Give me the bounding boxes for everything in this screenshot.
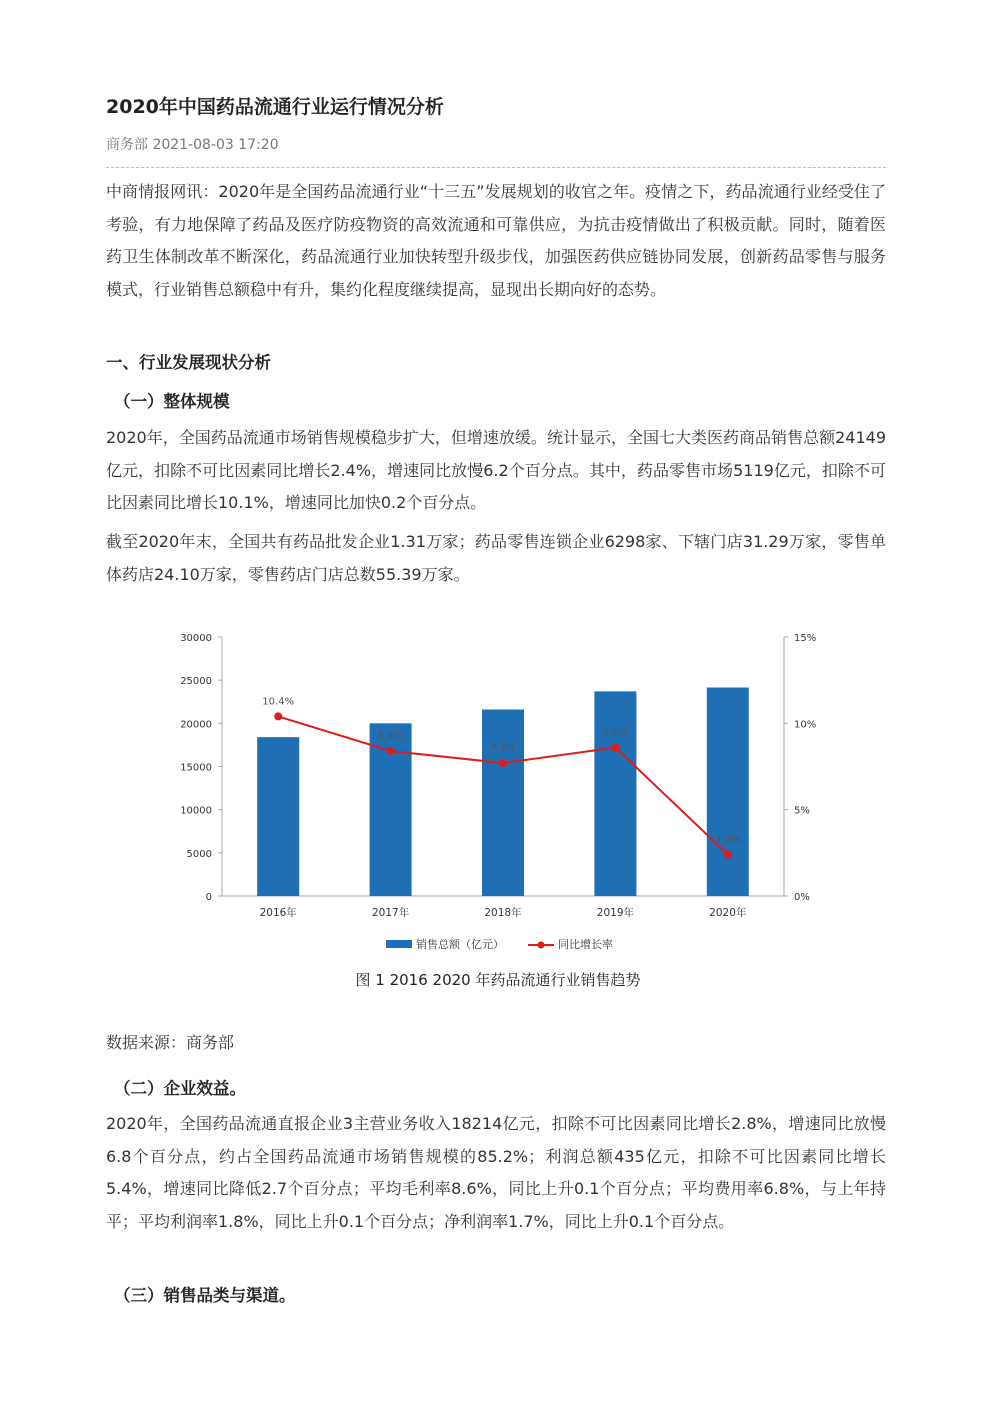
paragraph-profit: 2020年，全国药品流通直报企业3主营业务收入18214亿元，扣除不可比因素同比增长2.8%，增速同比放慢6.8个百分点，约占全国药品流通市场销售规模的85.2%；利润总额435亿元，扣除不可比因素同比增长5.4%，增速同比降低2.7个百分点；平均毛利率8.6%，同比上升0.1个百分点；平均费用率6.8%，与上年持平；平均利润率1.8%，同比上升0.1个百分点；净利润率1.7%，同比上升0.1个百分点。 <box>106 1114 886 1231</box>
growth-rate-label: 8.6% <box>602 727 629 739</box>
subsection-heading-1: （一）整体规模 <box>114 392 230 411</box>
subsection-heading-3: （三）销售品类与渠道。 <box>114 1286 296 1305</box>
sales-trend-chart <box>168 620 838 1000</box>
left-tick-label: 10000 <box>180 805 212 817</box>
legend-bar-swatch <box>386 940 412 948</box>
left-tick-label: 15000 <box>180 762 212 774</box>
right-tick-label: 15% <box>794 633 817 644</box>
growth-rate-point <box>274 712 282 720</box>
bar-2020年 <box>707 688 749 896</box>
bar-2016年 <box>257 737 299 896</box>
x-tick-label: 2016年 <box>259 907 297 919</box>
left-tick-label: 30000 <box>180 633 212 644</box>
growth-rate-point <box>499 759 507 767</box>
article-meta: 商务部 2021-08-03 17:20 <box>106 137 279 153</box>
subsection-heading-2: （二）企业效益。 <box>114 1079 246 1098</box>
growth-rate-label: 2.4% <box>715 834 741 846</box>
data-source: 数据来源：商务部 <box>106 1033 235 1052</box>
left-tick-label: 25000 <box>180 676 212 688</box>
legend-line-marker <box>538 942 545 949</box>
x-tick-label: 2019年 <box>596 907 635 919</box>
right-tick-label: 10% <box>794 719 817 731</box>
paragraph-stores: 截至2020年末，全国共有药品批发企业1.31万家；药品零售连锁企业6298家、下辖门店31.29万家，零售单体药店24.10万家，零售药店门店总数55.39万家。 <box>106 532 886 584</box>
chart-title: 图 1 2016 2020 年药品流通行业销售趋势 <box>355 971 641 989</box>
growth-rate-label: 8.4% <box>377 730 404 742</box>
right-tick-label: 5% <box>794 805 810 817</box>
legend-bar-label: 销售总额（亿元） <box>416 938 504 951</box>
growth-rate-point <box>611 744 619 752</box>
right-tick-label: 0% <box>794 892 810 903</box>
bar-2018年 <box>482 710 524 896</box>
growth-rate-point <box>387 747 395 755</box>
bar-2019年 <box>594 691 636 896</box>
left-tick-label: 20000 <box>180 719 212 731</box>
section-heading-1: 一、行业发展现状分析 <box>106 353 271 372</box>
legend-line-label: 同比增长率 <box>558 938 613 951</box>
divider <box>106 167 886 168</box>
intro-paragraph: 中商情报网讯：2020年是全国药品流通行业“十三五”发展规划的收官之年。疫情之下，药品流通行业经受住了考验，有力地保障了药品及医疗防疫物资的高效流通和可靠供应，为抗击疫情做出了积极贡献。同时，随着医药卫生体制改革不断深化，药品流通行业加快转型升级步伐，加强医药供应链协同发展，创新药品零售与服务模式，行业销售总额稳中有升，集约化程度继续提高，显现出长期向好的态势。 <box>106 182 886 299</box>
left-tick-label: 5000 <box>186 848 212 860</box>
paragraph-scale: 2020年，全国药品流通市场销售规模稳步扩大，但增速放缓。统计显示，全国七大类医药商品销售总额24149亿元，扣除不可比因素同比增长2.4%，增速同比放慢6.2个百分点。其中，药品零售市场5119亿元，扣除不可比因素同比增长10.1%，增速同比加快0.2个百分点。 <box>106 428 886 512</box>
x-tick-label: 2018年 <box>484 907 522 919</box>
x-tick-label: 2017年 <box>371 907 410 919</box>
growth-rate-label: 7.7% <box>490 743 516 755</box>
page-title: 2020年中国药品流通行业运行情况分析 <box>106 96 444 118</box>
growth-rate-point <box>724 851 732 859</box>
x-tick-label: 2020年 <box>709 907 747 919</box>
growth-rate-label: 10.4% <box>262 696 295 708</box>
left-tick-label: 0 <box>205 892 212 903</box>
